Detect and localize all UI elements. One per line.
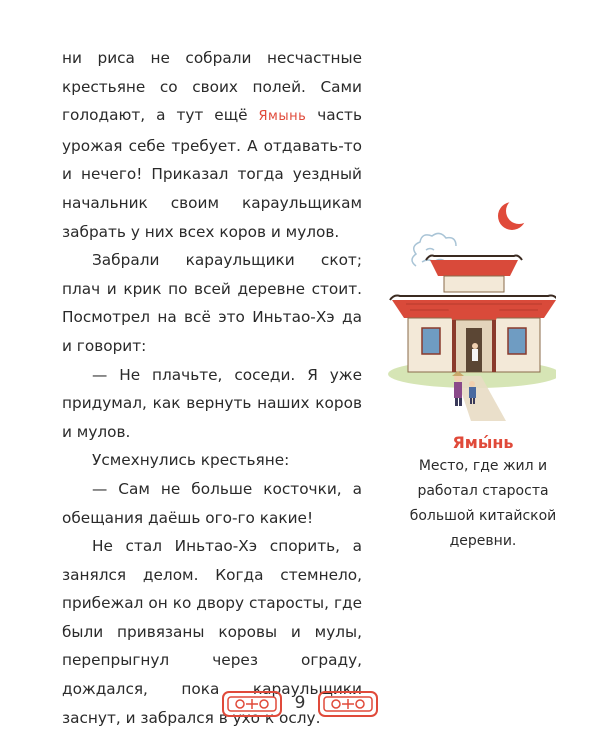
- page-number: 9: [294, 693, 306, 713]
- paragraph-1-end: часть урожая себе требует. А отдавать-то и нечего! Приказал тогда уездный начальник своим караульщикам забрать у них всех коров и мулов.: [62, 106, 362, 241]
- paragraph-5: — Сам не больше косточки, а обещания даёшь ого-го какие!: [62, 479, 362, 527]
- moon-icon: [498, 198, 532, 230]
- glossary-box: [388, 432, 578, 554]
- glossary-definition: Место, где жил и работал староста большой китайской деревни.: [409, 458, 557, 549]
- paragraph-3: — Не плачьте, соседи. Я уже придумал, как вернуть наших коров и мулов.: [62, 365, 362, 441]
- paragraph-6: Не стал Иньтао-Хэ спорить, а занялся делом. Когда стемнело, прибежал он ко двору старосты, где были привязаны коровы и мулы, перепрыгнул через ограду, дождался, пока караульщики заснут, и забрался в ухо к ослу.: [62, 537, 362, 727]
- paragraph-2: Забрали караульщики скот; плач и крик по всей деревне стоит. Посмотрел на всё это Иньтао-Хэ да и говорит:: [62, 251, 362, 355]
- glossary-title: Ямы́нь: [452, 433, 514, 452]
- glossary-term-link: Ямынь: [258, 109, 307, 125]
- paragraph-1: [62, 44, 362, 246]
- chinese-ornament-icon: [222, 691, 282, 717]
- story-text: [62, 44, 362, 732]
- chinese-ornament-icon: [318, 691, 378, 717]
- paragraph-1-start: ни риса не собрали несчастные крестьяне со своих полей. Сами голодают, а тут ещё: [62, 49, 362, 125]
- paragraph-4: Усмехнулись крестьяне:: [92, 451, 290, 470]
- page-footer: [0, 688, 600, 722]
- yamen-building-illustration: [386, 196, 556, 426]
